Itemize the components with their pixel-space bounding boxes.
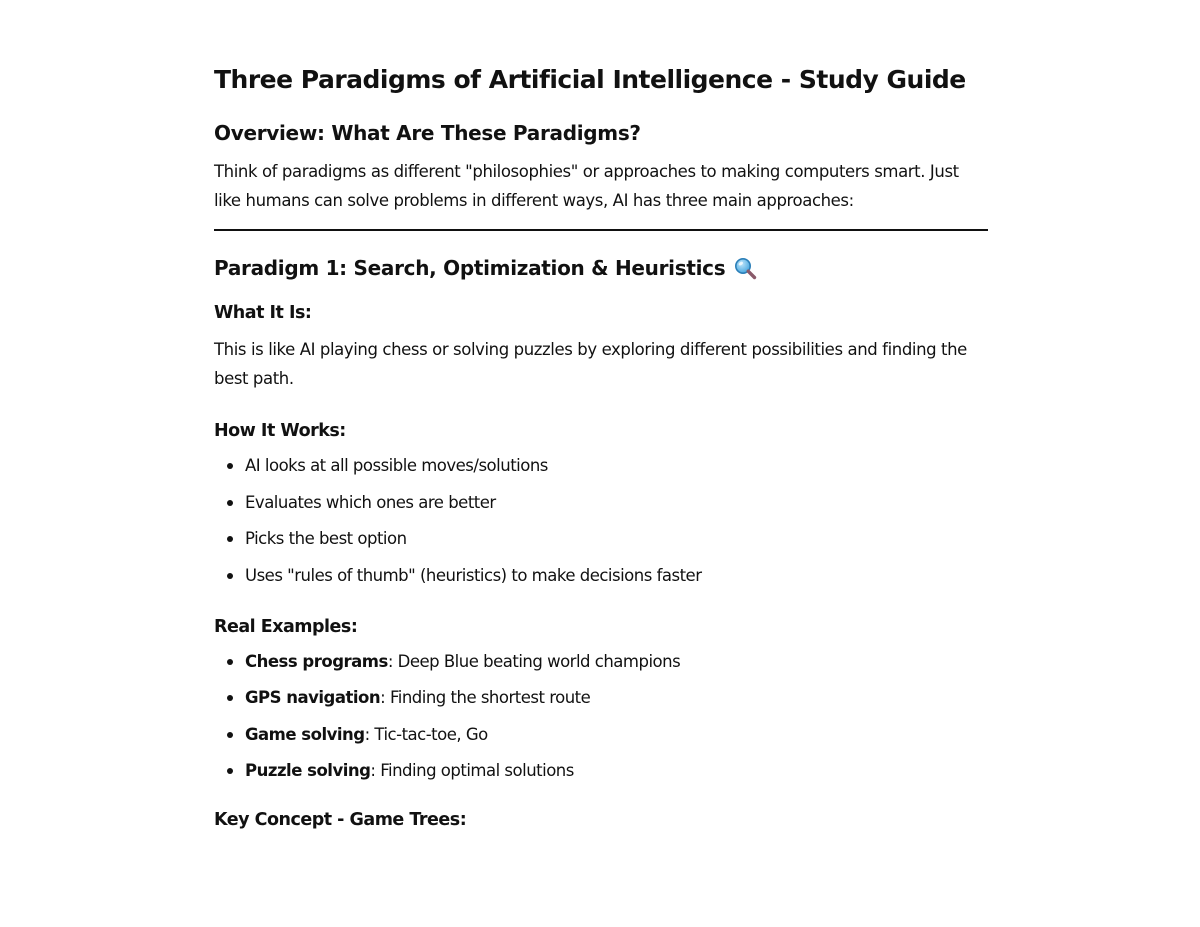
example-term: GPS navigation [245,688,381,707]
how-it-works-heading: How It Works: [214,421,346,441]
page-title: Three Paradigms of Artificial Intelligence - Study Guide [214,65,966,94]
paradigm1-heading [214,253,988,283]
overview-text: Think of paradigms as different "philosophies" or approaches to making computers smart. Just like humans can solve problems in different ways, AI has three main approaches: [214,162,959,210]
document-body [214,60,988,842]
section-divider [214,229,988,231]
list-item: Evaluates which ones are better [245,490,988,516]
example-desc: : Finding optimal solutions [370,761,574,780]
list-item: Picks the best option [245,526,988,552]
overview-heading: Overview: What Are These Paradigms? [214,121,641,145]
list-item: AI looks at all possible moves/solutions [245,453,988,479]
paradigm1-heading-text: Paradigm 1: Search, Optimization & Heuristics [214,256,726,280]
example-desc: : Deep Blue beating world champions [387,651,681,671]
list-item [245,649,988,675]
what-it-is-heading: What It Is: [214,303,312,323]
how-it-works-list [214,453,988,589]
example-term: Chess programs [245,651,388,671]
list-item [245,758,988,784]
list-item [245,685,988,711]
real-examples-list [214,649,988,785]
list-item [245,722,988,748]
example-desc: : Finding the shortest route [380,688,591,707]
magnifying-glass-icon [733,256,757,280]
what-it-is-text: This is like AI playing chess or solving puzzles by exploring different possibilities and finding the best path. [214,340,967,388]
example-term: Puzzle solving [245,761,371,780]
example-term: Game solving [245,724,365,744]
key-concept-heading: Key Concept - Game Trees: [214,810,467,830]
example-desc: : Tic-tac-toe, Go [364,724,488,744]
list-item: Uses "rules of thumb" (heuristics) to make decisions faster [245,563,988,589]
real-examples-heading: Real Examples: [214,616,358,637]
